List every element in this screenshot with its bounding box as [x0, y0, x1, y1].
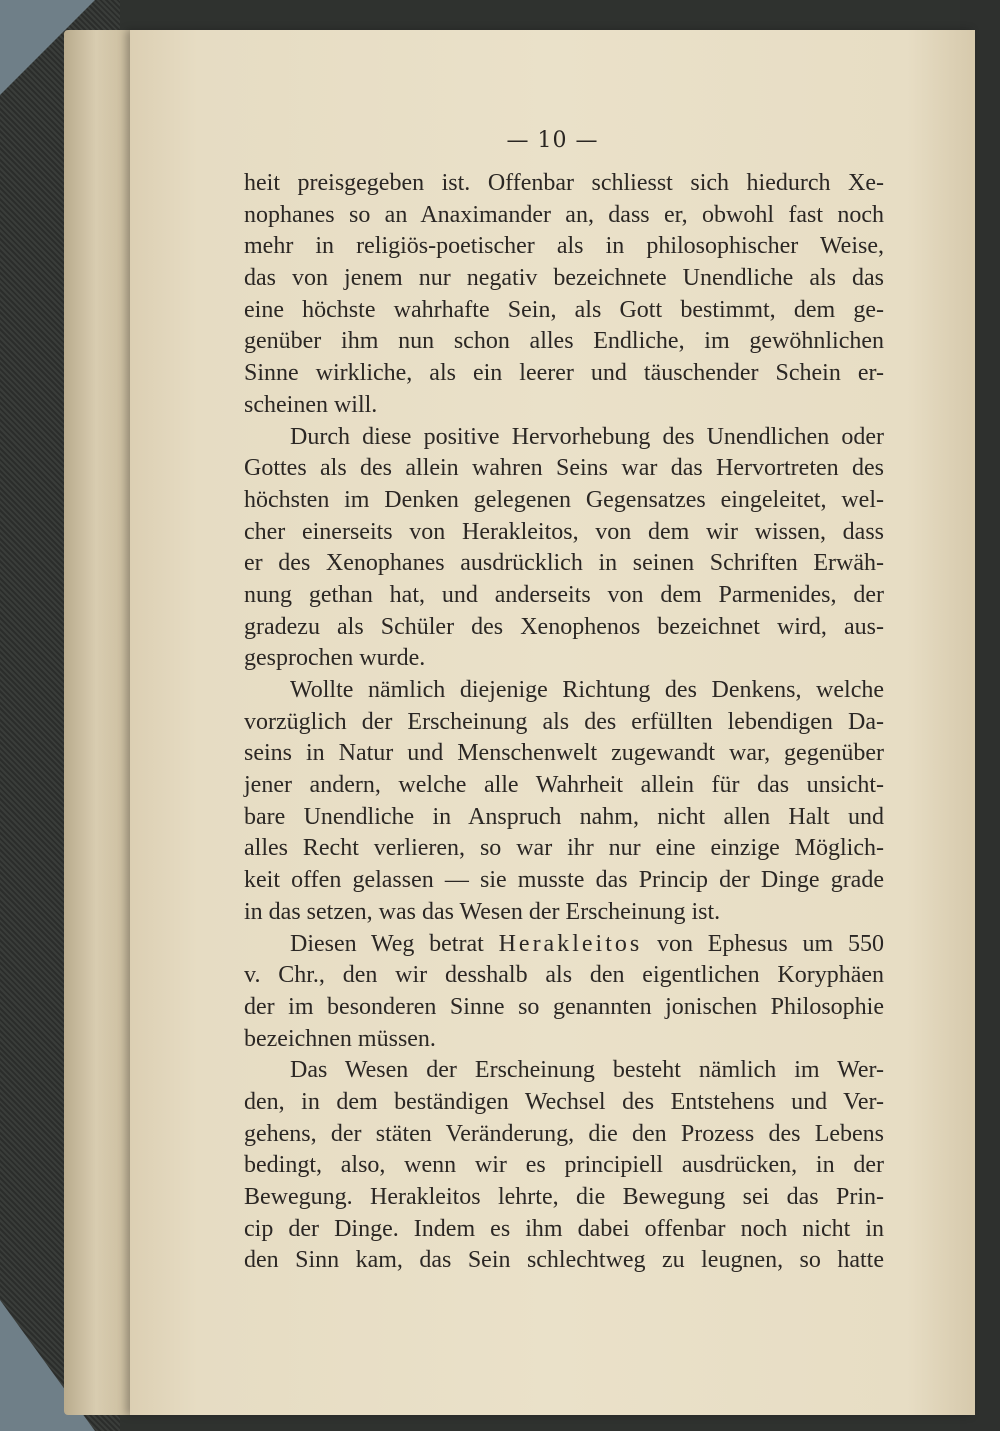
text-line: bare Unendliche in Anspruch nahm, nicht allen Halt und	[244, 803, 884, 830]
text-line: nung gethan hat, und anderseits von dem Parmenides, der	[244, 581, 884, 608]
text-line: cher einerseits von Herakleitos, von dem wir wissen, dass	[244, 518, 884, 545]
line-start: Diesen Weg betrat	[290, 930, 499, 957]
text-line: mehr in religiös-poetischer als in philosophischer Weise,	[244, 233, 884, 260]
text-line: Durch diese positive Hervorhebung des Unendlichen oder	[290, 423, 884, 450]
text-line: gesprochen wurde.	[244, 645, 426, 672]
text-line: in das setzen, was das Wesen der Erscheinung ist.	[244, 898, 721, 925]
text-line: cip der Dinge. Indem es ihm dabei offenbar noch nicht in	[244, 1215, 884, 1242]
text-line	[244, 929, 884, 961]
text-line: das von jenem nur negativ bezeichnete Unendliche als das	[244, 265, 884, 292]
page-number: — 10 —	[506, 128, 599, 153]
text-line: nophanes so an Anaximander an, dass er, obwohl fast noch	[244, 201, 884, 228]
text-line: eine höchste wahrhafte Sein, als Gott bestimmt, dem ge-	[244, 296, 884, 323]
text-line: Wollte nämlich diejenige Richtung des Denkens, welche	[290, 677, 884, 703]
text-line: alles Recht verlieren, so war ihr nur eine einzige Möglich-	[244, 835, 884, 862]
text-line: höchsten im Denken gelegenen Gegensatzes eingeleitet, wel-	[244, 486, 884, 513]
text-line: heit preisgegeben ist. Offenbar schliesst sich hiedurch Xe-	[244, 170, 884, 196]
text-line: Gottes als des allein wahren Seins war das Hervortreten des	[244, 455, 884, 482]
text-line: gehens, der stäten Veränderung, die den Prozess des Lebens	[244, 1120, 884, 1147]
text-line: der im besonderen Sinne so genannten jonischen Philosophie	[244, 993, 884, 1020]
text-line: bezeichnen müssen.	[244, 1025, 436, 1052]
text-line: keit offen gelassen — sie musste das Princip der Dinge grade	[244, 867, 884, 894]
text-line: v. Chr., den wir desshalb als den eigentlichen Koryphäen	[244, 962, 884, 989]
line-end: von Ephesus um 550	[642, 930, 884, 957]
text-line: jener andern, welche alle Wahrheit allein für das unsicht-	[244, 772, 884, 799]
text-line: den, in dem beständigen Wechsel des Entstehens und Ver-	[244, 1088, 884, 1115]
text-line: Sinne wirkliche, als ein leerer und täuschender Schein er-	[244, 360, 884, 387]
text-line: den Sinn kam, das Sein schlechtweg zu leugnen, so hatte	[244, 1247, 884, 1274]
text-line: Das Wesen der Erscheinung besteht nämlich im Wer-	[290, 1057, 884, 1084]
page	[130, 30, 975, 1415]
text-line: er des Xenophanes ausdrücklich in seinen Schriften Erwäh-	[244, 550, 884, 577]
text-line: vorzüglich der Erscheinung als des erfüllten lebendigen Da-	[244, 708, 884, 735]
text-line: bedingt, also, wenn wir es principiell ausdrücken, in der	[244, 1152, 884, 1179]
emphasized-name: Herakleitos	[498, 930, 643, 957]
text-line: genüber ihm nun schon alles Endliche, im gewöhnlichen	[244, 328, 884, 355]
text-line: seins in Natur und Menschenwelt zugewandt war, gegenüber	[244, 740, 884, 767]
body-text	[244, 168, 884, 1277]
text-line: gradezu als Schüler des Xenophenos bezeichnet wird, aus-	[244, 613, 884, 640]
text-line: Bewegung. Herakleitos lehrte, die Bewegung sei das Prin-	[244, 1184, 884, 1210]
text-line: scheinen will.	[244, 391, 378, 418]
